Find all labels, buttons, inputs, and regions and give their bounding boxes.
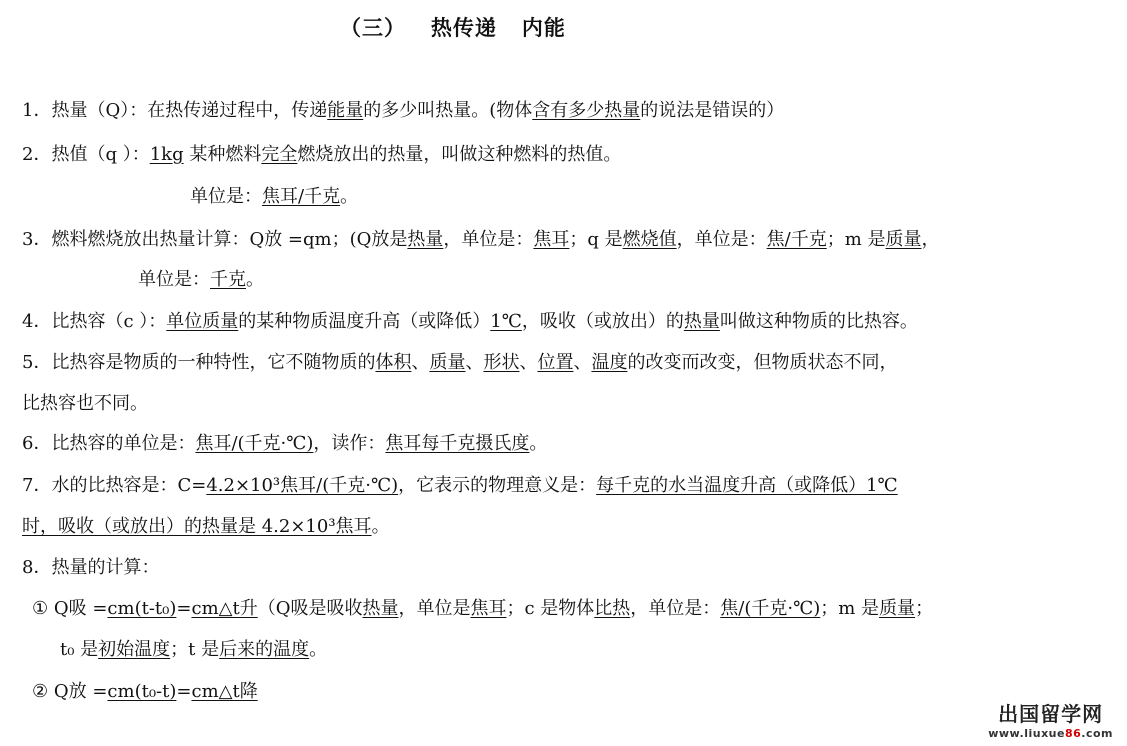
text-segment: 。 (529, 433, 548, 454)
watermark-text: 出国留学网 (998, 702, 1104, 726)
text-line (22, 310, 918, 334)
text-segment: 7．水的比热容是：C= (22, 475, 207, 496)
underlined-term: 每千克的水当温度升高（或降低）1℃ (596, 475, 898, 496)
text-segment: 。 (246, 269, 264, 290)
text-segment: 某种燃料 (183, 144, 262, 165)
text-segment: 、 (411, 352, 430, 373)
text-line (60, 638, 327, 662)
text-segment: 。 (309, 639, 328, 660)
text-segment: 、 (573, 352, 592, 373)
underlined-term: 后来的温度 (219, 639, 310, 660)
text-segment: 的多少叫热量。(物体 (363, 100, 533, 121)
underlined-term: 热量 (362, 598, 399, 619)
underlined-term: 比热 (594, 598, 631, 619)
text-segment: 燃烧放出的热量，叫做这种燃料的热值。 (297, 144, 622, 165)
text-segment: 。 (340, 186, 359, 207)
underlined-term: 焦耳/(千克·℃) (195, 433, 314, 454)
text-segment: ； (915, 598, 934, 619)
text-line (22, 556, 159, 580)
underlined-term: 初始温度 (98, 639, 171, 660)
underlined-term: 热量 (407, 229, 444, 250)
text-segment: 比热容也不同。 (22, 393, 148, 414)
text-segment: 的改变而改变，但物质状态不同， (627, 352, 898, 373)
text-segment: ，吸收（或放出）的 (521, 311, 684, 332)
text-segment: = (176, 598, 192, 619)
text-line (22, 515, 390, 539)
text-segment: 5．比热容是物质的一种特性，它不随物质的 (22, 352, 376, 373)
text-segment: 2．热值（q ）： (22, 144, 150, 165)
text-segment: 的说法是错误的） (640, 100, 785, 121)
text-segment: 的某种物质温度升高（或降低） (238, 311, 491, 332)
text-line (22, 228, 940, 252)
text-line (22, 143, 621, 167)
text-segment: 、 (465, 352, 484, 373)
text-segment: 3．燃料燃烧放出热量计算：Q放 =qm；(Q放是 (22, 229, 408, 250)
page-title: （三） 热传递 内能 (340, 15, 566, 40)
watermark-url-part: www.liuxue (988, 727, 1065, 740)
underlined-term: 焦耳每千克摄氏度 (385, 433, 530, 454)
underlined-term: 1℃ (490, 311, 522, 332)
underlined-term: 焦耳 (470, 598, 507, 619)
underlined-term: cm(t₀-t) (107, 681, 177, 702)
underlined-term: 体积 (375, 352, 412, 373)
text-line (190, 185, 358, 209)
underlined-term: cm△t升 (191, 598, 258, 619)
underlined-term: 焦/千克 (766, 229, 827, 250)
text-segment: 单位是： (190, 186, 262, 207)
text-line (22, 392, 148, 416)
text-segment: ，读作： (313, 433, 386, 454)
text-segment: （Q吸是吸收 (257, 598, 363, 619)
watermark-url (988, 727, 1113, 740)
underlined-term: 形状 (483, 352, 520, 373)
text-line (32, 597, 933, 621)
text-line (22, 99, 784, 123)
underlined-term: 焦耳 (533, 229, 570, 250)
watermark-url-part: .com (1081, 727, 1113, 740)
text-segment: t₀ 是 (60, 639, 99, 660)
text-line (138, 268, 264, 292)
underlined-term: cm(t-t₀) (107, 598, 177, 619)
text-segment: ，它表示的物理意义是： (398, 475, 597, 496)
underlined-term: 单位质量 (166, 311, 239, 332)
text-segment: 8．热量的计算： (22, 557, 160, 578)
underlined-term: 4.2×10³焦耳/(千克·℃) (206, 475, 399, 496)
underlined-term: 能量 (327, 100, 364, 121)
underlined-term: 时，吸收（或放出）的热量是 4.2×10³焦耳 (22, 516, 372, 537)
underlined-term: 质量 (429, 352, 466, 373)
underlined-term: 焦耳/千克 (262, 186, 341, 207)
text-segment: ② Q放 = (32, 681, 108, 702)
text-segment: ，单位是： (676, 229, 767, 250)
text-segment: ， (921, 229, 940, 250)
text-segment: 1．热量（Q）：在热传递过程中，传递 (22, 100, 328, 121)
text-line (22, 474, 898, 498)
underlined-term: 温度 (591, 352, 628, 373)
text-segment: ，单位是 (398, 598, 471, 619)
text-segment: ；q 是 (569, 229, 623, 250)
underlined-term: 位置 (537, 352, 574, 373)
text-segment: 单位是： (138, 269, 210, 290)
watermark-logo (988, 698, 1113, 740)
underlined-term: 燃烧值 (622, 229, 677, 250)
underlined-term: 千克 (210, 269, 246, 290)
text-line (32, 680, 258, 704)
text-segment: 叫做这种物质的比热容。 (719, 311, 918, 332)
text-segment: 。 (371, 516, 390, 537)
text-segment: ，单位是： (443, 229, 534, 250)
text-segment: = (176, 681, 192, 702)
underlined-term: 质量 (879, 598, 916, 619)
underlined-term: 质量 (885, 229, 922, 250)
text-segment: ；m 是 (820, 598, 880, 619)
text-segment: ① Q吸 = (32, 598, 108, 619)
text-line (22, 351, 897, 375)
text-segment: 6．比热容的单位是： (22, 433, 196, 454)
underlined-term: 热量 (683, 311, 720, 332)
underlined-term: 焦/(千克·℃) (720, 598, 821, 619)
underlined-term: 1kg (149, 144, 184, 165)
text-segment: ；m 是 (826, 229, 886, 250)
text-segment: 、 (519, 352, 538, 373)
text-segment: ；t 是 (170, 639, 220, 660)
underlined-term: 完全 (261, 144, 298, 165)
underlined-term: 含有多少热量 (532, 100, 641, 121)
watermark-url-part: 86 (1064, 727, 1082, 740)
text-line (22, 432, 547, 456)
underlined-term: cm△t降 (191, 681, 258, 702)
text-segment: ，单位是： (630, 598, 721, 619)
text-segment: 4．比热容（c ）： (22, 311, 167, 332)
text-segment: ；c 是物体 (506, 598, 595, 619)
